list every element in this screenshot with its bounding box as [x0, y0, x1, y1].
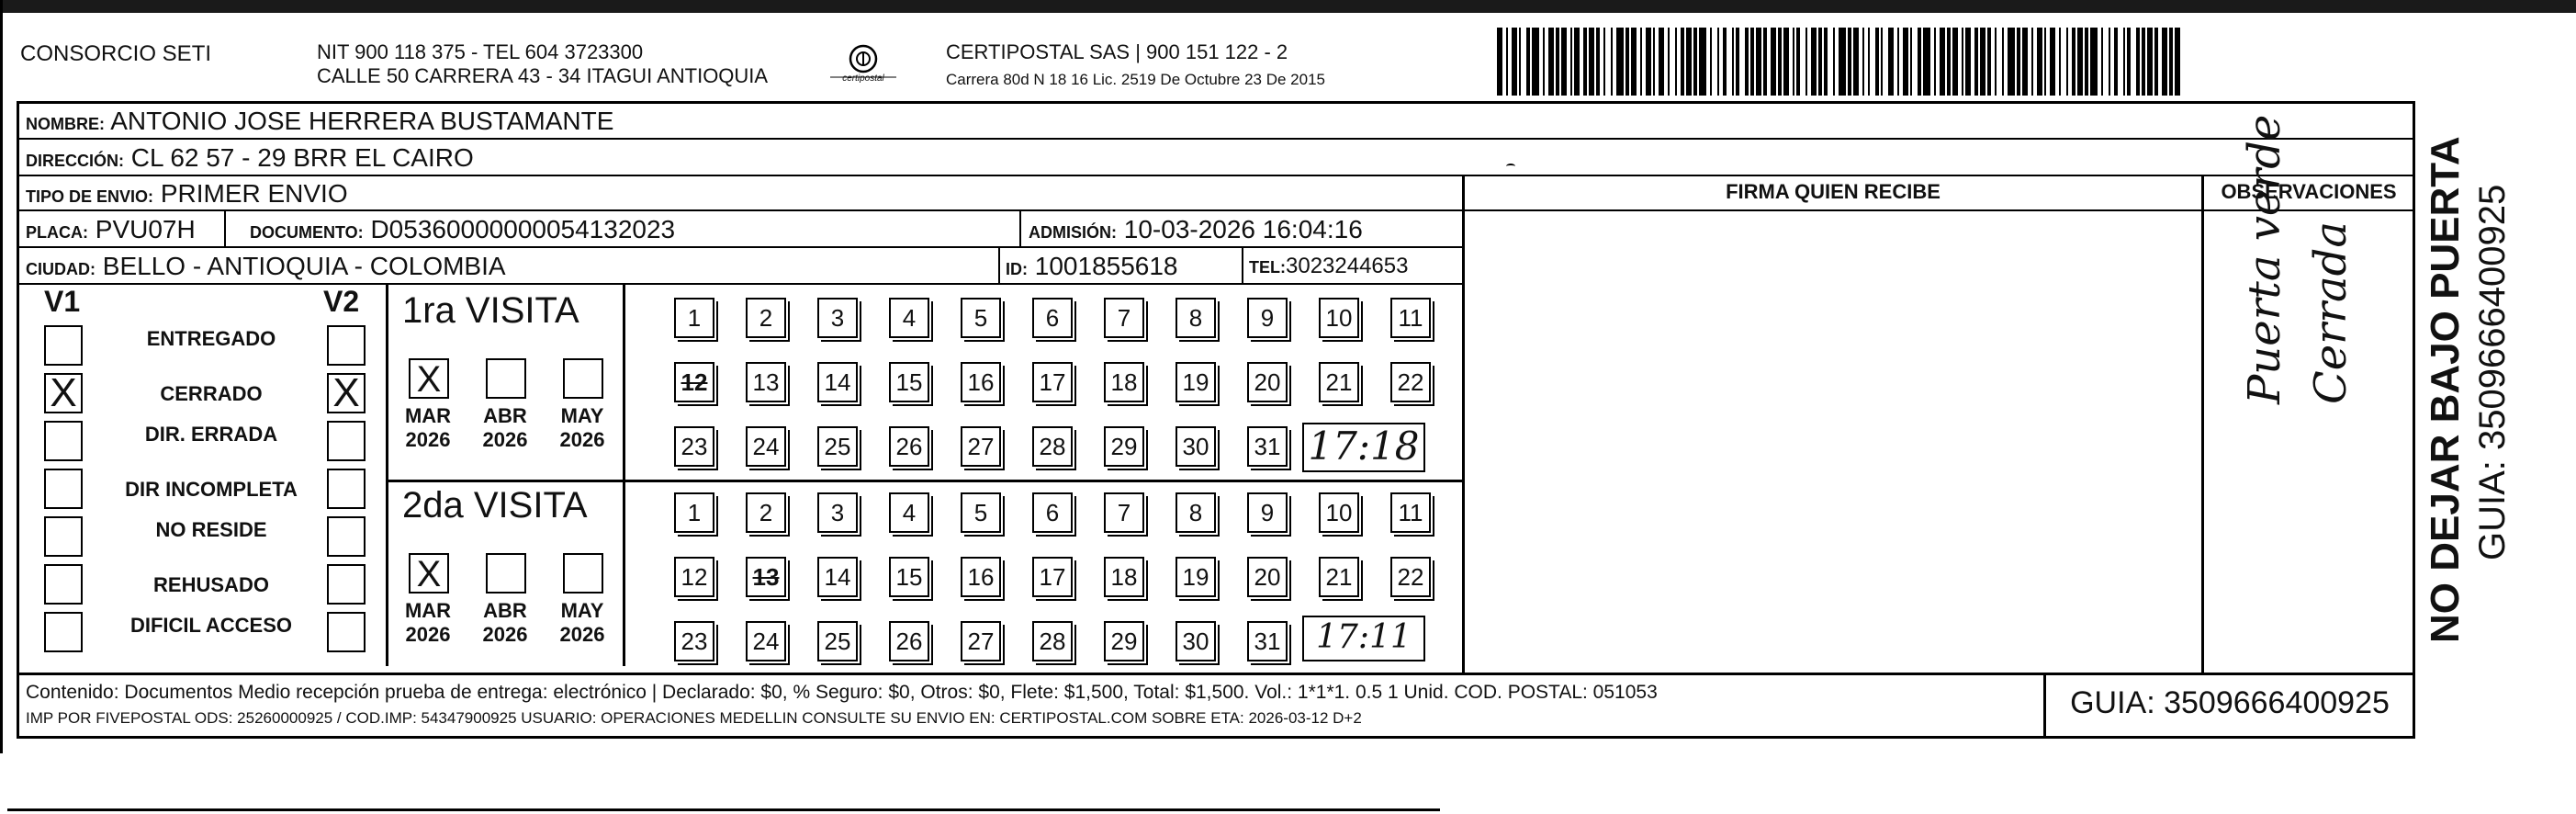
visit2-month-label: MAR — [404, 599, 452, 622]
visit2-day[interactable]: 14 — [817, 557, 858, 597]
observation-handwriting: Puerta verde Cerrada — [2239, 114, 2357, 404]
visit2-month-label: MAY — [560, 599, 604, 622]
divider — [224, 211, 226, 248]
visit1-month-label: ABR — [483, 404, 527, 427]
status-label: DIFICIL ACCESO — [129, 614, 292, 637]
visit1-month-label: MAY — [560, 404, 604, 427]
visit1-day[interactable]: 26 — [889, 426, 929, 467]
v2-checkbox[interactable] — [327, 516, 366, 557]
visit2-day[interactable]: 13 — [746, 557, 786, 597]
visit1-day[interactable]: 13 — [746, 362, 786, 402]
visit1-month-checkbox[interactable] — [563, 358, 603, 399]
placa-value: PVU07H — [95, 215, 196, 243]
nombre-row — [18, 103, 2413, 140]
documento-value: D05360000000054132023 — [370, 215, 676, 243]
visit1-day[interactable]: 18 — [1104, 362, 1144, 402]
visit1-day[interactable]: 15 — [889, 362, 929, 402]
v2-label: V2 — [323, 285, 360, 318]
tel-label: TEL: — [1249, 258, 1286, 277]
visit2-month-checkbox[interactable] — [486, 553, 526, 594]
visit2-day[interactable]: 6 — [1032, 492, 1073, 533]
visit2-day[interactable]: 27 — [961, 621, 1001, 661]
v1-checkbox[interactable] — [44, 564, 83, 605]
visit2-month-checkbox[interactable] — [563, 553, 603, 594]
visit2-day[interactable]: 17 — [1032, 557, 1073, 597]
bottom-edge — [7, 808, 1440, 811]
ink-mark — [1506, 164, 1515, 169]
visit2-month — [396, 599, 460, 647]
visit-divider — [386, 480, 1462, 482]
v1-checkbox[interactable] — [44, 516, 83, 557]
visit2-day[interactable]: 11 — [1390, 492, 1431, 533]
visit1-month — [473, 404, 537, 452]
status-label: CERRADO — [160, 382, 263, 405]
visit1-day[interactable]: 27 — [961, 426, 1001, 467]
visit1-day[interactable]: 31 — [1247, 426, 1288, 467]
visit2-day[interactable]: 10 — [1319, 492, 1359, 533]
visit1-day[interactable]: 7 — [1104, 298, 1144, 338]
nit-line: NIT 900 118 375 - TEL 604 3723300 — [317, 40, 644, 63]
observaciones-header: OBSERVACIONES — [2221, 180, 2397, 203]
v1-label: V1 — [44, 285, 81, 318]
barcode-bar — [2090, 28, 2098, 96]
left-edge — [0, 0, 3, 753]
visit2-day[interactable]: 3 — [817, 492, 858, 533]
barcode-bar — [1532, 28, 1539, 96]
id-value: 1001855618 — [1034, 252, 1178, 280]
top-edge-bar — [0, 0, 2576, 13]
status-label: DIR. ERRADA — [144, 423, 278, 446]
visit1-day[interactable]: 16 — [961, 362, 1001, 402]
v2-checkbox[interactable] — [327, 421, 366, 461]
barcode-bar — [2008, 28, 2015, 96]
visit2-day[interactable]: 1 — [674, 492, 714, 533]
visit2-month-year: 2026 — [405, 623, 451, 646]
visit2-day[interactable]: 15 — [889, 557, 929, 597]
divider — [1242, 248, 1243, 285]
status-label: ENTREGADO — [146, 327, 276, 350]
no-dejar-warning: NO DEJAR BAJO PUERTA — [2423, 136, 2468, 643]
v1-checkbox[interactable] — [44, 469, 83, 509]
visit2-day[interactable]: 22 — [1390, 557, 1431, 597]
visit2-day[interactable]: 23 — [674, 621, 714, 661]
visit2-day[interactable]: 31 — [1247, 621, 1288, 661]
nombre-value: ANTONIO JOSE HERRERA BUSTAMANTE — [110, 107, 614, 135]
v2-checkbox[interactable]: X — [327, 373, 366, 413]
visit2-month-year: 2026 — [559, 623, 605, 646]
divider — [998, 248, 1000, 285]
visit1-day[interactable]: 28 — [1032, 426, 1073, 467]
visit2-month-year: 2026 — [482, 623, 528, 646]
barcode-bar — [1616, 28, 1624, 96]
visit2-day[interactable]: 30 — [1176, 621, 1216, 661]
visit1-time: 17:18 — [1302, 423, 1425, 472]
visit1-day[interactable]: 23 — [674, 426, 714, 467]
v2-checkbox[interactable] — [327, 612, 366, 652]
company-name: CONSORCIO SETI — [20, 41, 212, 66]
status-right-border — [386, 285, 388, 666]
placa-row — [18, 211, 1462, 248]
visit1-month-year: 2026 — [405, 428, 451, 451]
v1-checkbox[interactable]: X — [44, 373, 83, 413]
license-line: Carrera 80d N 18 16 Lic. 2519 De Octubre 23 De 2015 — [946, 71, 1325, 88]
id-label: ID: — [1006, 260, 1028, 278]
ciudad-row — [18, 248, 1462, 285]
visit2-day[interactable]: 8 — [1176, 492, 1216, 533]
firma-left-border — [1462, 176, 1465, 675]
visit2-day[interactable]: 20 — [1247, 557, 1288, 597]
visit2-month-label: ABR — [483, 599, 527, 622]
visit1-day[interactable]: 29 — [1104, 426, 1144, 467]
footer-guia: GUIA: 3509666400925 — [2070, 685, 2390, 720]
visit2-day[interactable]: 26 — [889, 621, 929, 661]
visit2-day[interactable]: 4 — [889, 492, 929, 533]
tipo-value: PRIMER ENVIO — [160, 179, 348, 208]
visit2-month — [473, 599, 537, 647]
barcode-bar — [2175, 28, 2180, 96]
visit1-day[interactable]: 19 — [1176, 362, 1216, 402]
visit1-day[interactable]: 10 — [1319, 298, 1359, 338]
status-label: DIR INCOMPLETA — [125, 478, 298, 501]
address-line: CALLE 50 CARRERA 43 - 34 ITAGUI ANTIOQUIA — [317, 64, 769, 87]
visit1-month-checkbox[interactable] — [486, 358, 526, 399]
barcode-bar — [1839, 28, 1846, 96]
side-guia: GUIA: 3509666400925 — [2472, 184, 2513, 560]
firma-header: FIRMA QUIEN RECIBE — [1726, 180, 1940, 203]
v1-checkbox[interactable] — [44, 612, 83, 652]
ciudad-value: BELLO - ANTIOQUIA - COLOMBIA — [102, 252, 506, 280]
visit1-day[interactable]: 8 — [1176, 298, 1216, 338]
visit2-day[interactable]: 21 — [1319, 557, 1359, 597]
visit2-title: 2da VISITA — [402, 485, 588, 526]
visit1-day[interactable]: 25 — [817, 426, 858, 467]
v2-checkbox[interactable] — [327, 469, 366, 509]
direccion-row — [18, 140, 2413, 176]
visit1-month — [550, 404, 614, 452]
tel-value: 3023244653 — [1286, 254, 1409, 278]
status-label: NO RESIDE — [155, 518, 267, 541]
visit2-time: 17:11 — [1302, 616, 1425, 661]
barcode-bar — [1699, 28, 1706, 96]
admision-value: 10-03-2026 16:04:16 — [1123, 215, 1363, 243]
obs-left-border — [2201, 176, 2204, 675]
visit2-day[interactable]: 9 — [1247, 492, 1288, 533]
visit-title-border — [623, 285, 625, 666]
footer-contenido: Contenido: Documentos Medio recepción prueba de entrega: electrónico | Declarado: $0, % Seguro: $0, Otros: $0, Flete: $1,500, Total: $1,500. Vol.: 1*1*1. 0.5 1 Unid. COD. POSTAL: 051053 — [26, 682, 1658, 703]
tipo-label: TIPO DE ENVIO: — [26, 187, 154, 206]
visit2-day[interactable]: 7 — [1104, 492, 1144, 533]
barcode-bar — [1923, 28, 1930, 96]
visit1-title: 1ra VISITA — [402, 290, 579, 331]
visit1-month-year: 2026 — [482, 428, 528, 451]
visit2-day[interactable]: 2 — [746, 492, 786, 533]
tipo-row — [18, 176, 1462, 211]
visit1-day[interactable]: 11 — [1390, 298, 1431, 338]
visit2-day[interactable]: 16 — [961, 557, 1001, 597]
direccion-label: DIRECCIÓN: — [26, 152, 124, 170]
visit1-day[interactable]: 1 — [674, 298, 714, 338]
visit1-day[interactable]: 22 — [1390, 362, 1431, 402]
visit1-month — [396, 404, 460, 452]
certipostal-line: CERTIPOSTAL SAS | 900 151 122 - 2 — [946, 40, 1288, 63]
visit2-day[interactable]: 29 — [1104, 621, 1144, 661]
visit1-day[interactable]: 4 — [889, 298, 929, 338]
visit1-day[interactable]: 12 — [674, 362, 714, 402]
visit1-day[interactable]: 3 — [817, 298, 858, 338]
status-label: REHUSADO — [153, 573, 269, 596]
placa-label: PLACA: — [26, 223, 88, 242]
visit1-day[interactable]: 6 — [1032, 298, 1073, 338]
v1-checkbox[interactable] — [44, 421, 83, 461]
ciudad-label: CIUDAD: — [26, 260, 96, 278]
visit1-month-year: 2026 — [559, 428, 605, 451]
visit1-day[interactable]: 30 — [1176, 426, 1216, 467]
visit1-day[interactable]: 21 — [1319, 362, 1359, 402]
visit2-month-checkbox[interactable]: X — [409, 553, 449, 594]
divider — [1019, 211, 1021, 248]
visit1-day[interactable]: 14 — [817, 362, 858, 402]
visit2-day[interactable]: 24 — [746, 621, 786, 661]
visit1-month-checkbox[interactable]: X — [409, 358, 449, 399]
logo-text: certipostal — [842, 73, 884, 84]
visit2-day[interactable]: 19 — [1176, 557, 1216, 597]
footer-imp: IMP POR FIVEPOSTAL ODS: 25260000925 / COD.IMP: 54347900925 USUARIO: OPERACIONES MEDELLIN CONSULTE SU ENVIO EN: CERTIPOSTAL.COM SOBRE ETA: 2026-03-12 D+2 — [26, 709, 1362, 727]
visit1-day[interactable]: 2 — [746, 298, 786, 338]
direccion-value: CL 62 57 - 29 BRR EL CAIRO — [130, 143, 474, 172]
v2-checkbox[interactable] — [327, 564, 366, 605]
admision-label: ADMISIÓN: — [1029, 223, 1117, 242]
barcode — [1497, 28, 2181, 96]
visit1-day[interactable]: 5 — [961, 298, 1001, 338]
visit2-day[interactable]: 28 — [1032, 621, 1073, 661]
visit1-day[interactable]: 17 — [1032, 362, 1073, 402]
visit2-day[interactable]: 5 — [961, 492, 1001, 533]
visit2-month — [550, 599, 614, 647]
visit2-day[interactable]: 18 — [1104, 557, 1144, 597]
visit1-day[interactable]: 20 — [1247, 362, 1288, 402]
visit2-day[interactable]: 25 — [817, 621, 858, 661]
certipostal-logo — [827, 40, 900, 92]
documento-label: DOCUMENTO: — [250, 223, 364, 242]
v1-checkbox[interactable] — [44, 325, 83, 366]
visit1-month-label: MAR — [404, 404, 452, 427]
visit2-day[interactable]: 12 — [674, 557, 714, 597]
nombre-label: NOMBRE: — [26, 115, 105, 133]
v2-checkbox[interactable] — [327, 325, 366, 366]
visit1-day[interactable]: 9 — [1247, 298, 1288, 338]
visit1-day[interactable]: 24 — [746, 426, 786, 467]
